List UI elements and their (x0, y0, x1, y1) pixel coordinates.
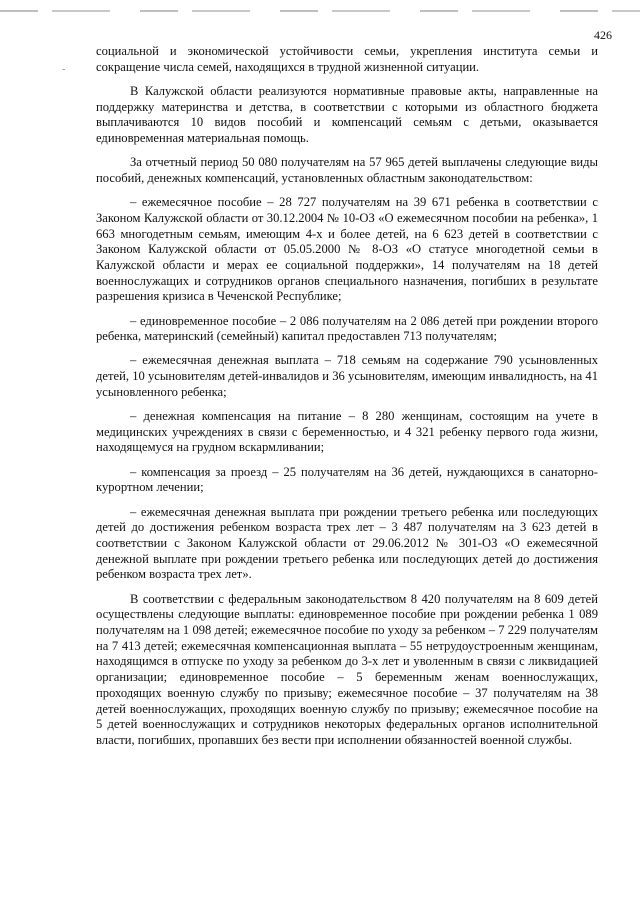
page-number: 426 (594, 28, 612, 42)
list-item-travel-compensation: – компенсация за проезд – 25 получателям на 36 детей, нуждающихся в санаторно-курортном лечении; (96, 464, 598, 495)
list-item-food-compensation: – денежная компенсация на питание – 8 280 женщинам, состоящим на учете в медицинских учреждениях в связи с беременностью, и 4 321 ребенку первого года жизни, находящемуся на грудном вскармливании; (96, 409, 598, 455)
list-item-third-child-payment: – ежемесячная денежная выплата при рождении третьего ребенка или последующих детей до достижения ребенком возраста трех лет – 3 487 получателям на 3 623 детей в соответствии с Законом Калужской области от 29.06.2012 № 301-ОЗ «О ежемесячной денежной выплате при рождении третьего ребенка или последующих детей до достижения ребенком возраста трех лет». (96, 504, 598, 582)
list-item-adoption-payment: – ежемесячная денежная выплата – 718 семьям на содержание 790 усыновленных детей, 10 усыновителям детей-инвалидов и 36 усыновителям, имеющим инвалидность, на 41 усыновленного ребенка; (96, 353, 598, 399)
margin-mark: - (62, 64, 66, 75)
list-item-lump-sum: – единовременное пособие – 2 086 получателям на 2 086 детей при рождении второго ребенка, материнский (семейный) капитал предоставлен 713 получателям; (96, 313, 598, 344)
list-item-monthly-allowance: – ежемесячное пособие – 28 727 получателям на 39 671 ребенка в соответствии с Законом Калужской области от 30.12.2004 № 10-ОЗ «О ежемесячном пособии на ребенка», 1 663 многодетным семьям, имеющим 4-х и более детей, на 6 623 детей в соответствии с Законом Калужской области от 05.05.2000 № 8-ОЗ «О статусе многодетной семьи в Калужской области и мерах ее социальной поддержки», 14 получателям на 18 детей военнослужащих и сотрудников органов специального назначения, погибших в результате разрешения кризиса в Чеченской Республике; (96, 195, 598, 304)
paragraph-federal-payments: В соответствии с федеральным законодательством 8 420 получателям на 8 609 детей осуществлены следующие выплаты: единовременное пособие при рождении ребенка 1 089 получателям на 1 098 детей; ежемесячное пособие по уходу за ребенком – 7 229 получателям на 7 413 детей; ежемесячная компенсационная выплата – 55 нетрудоустроенным женщинам, находящимся в отпуске по уходу за ребенком до 3-х лет и уволенным в связи с ликвидацией организации; единовременное пособие – 5 беременным женам военнослужащих, проходящих военную службу по призыву; ежемесячное пособие – 37 получателям на 38 детей военнослужащих, проходящих военную службу по призыву; ежемесячное пособие на 5 детей военнослужащих и сотрудников некоторых федеральных органов исполнительной власти, погибших, пропавших без вести при исполнении обязанностей военной службы. (96, 591, 598, 747)
paragraph-continuation: социальной и экономической устойчивости семьи, укрепления института семьи и сокращение числа семей, находящихся в трудной жизненной ситуации. (96, 44, 598, 74)
document-body (96, 44, 598, 757)
paragraph-reporting-period: За отчетный период 50 080 получателям на 57 965 детей выплачены следующие виды пособий, денежных компенсаций, установленных областным законодательством: (96, 155, 598, 185)
scan-edge-artifact (0, 10, 640, 12)
paragraph-regional-acts: В Калужской области реализуются нормативные правовые акты, направленные на поддержку материнства и детства, в соответствии с которыми из областного бюджета выплачиваются 10 видов пособий и компенсаций семьям с детьми, оказывается единовременная материальная помощь. (96, 83, 598, 146)
